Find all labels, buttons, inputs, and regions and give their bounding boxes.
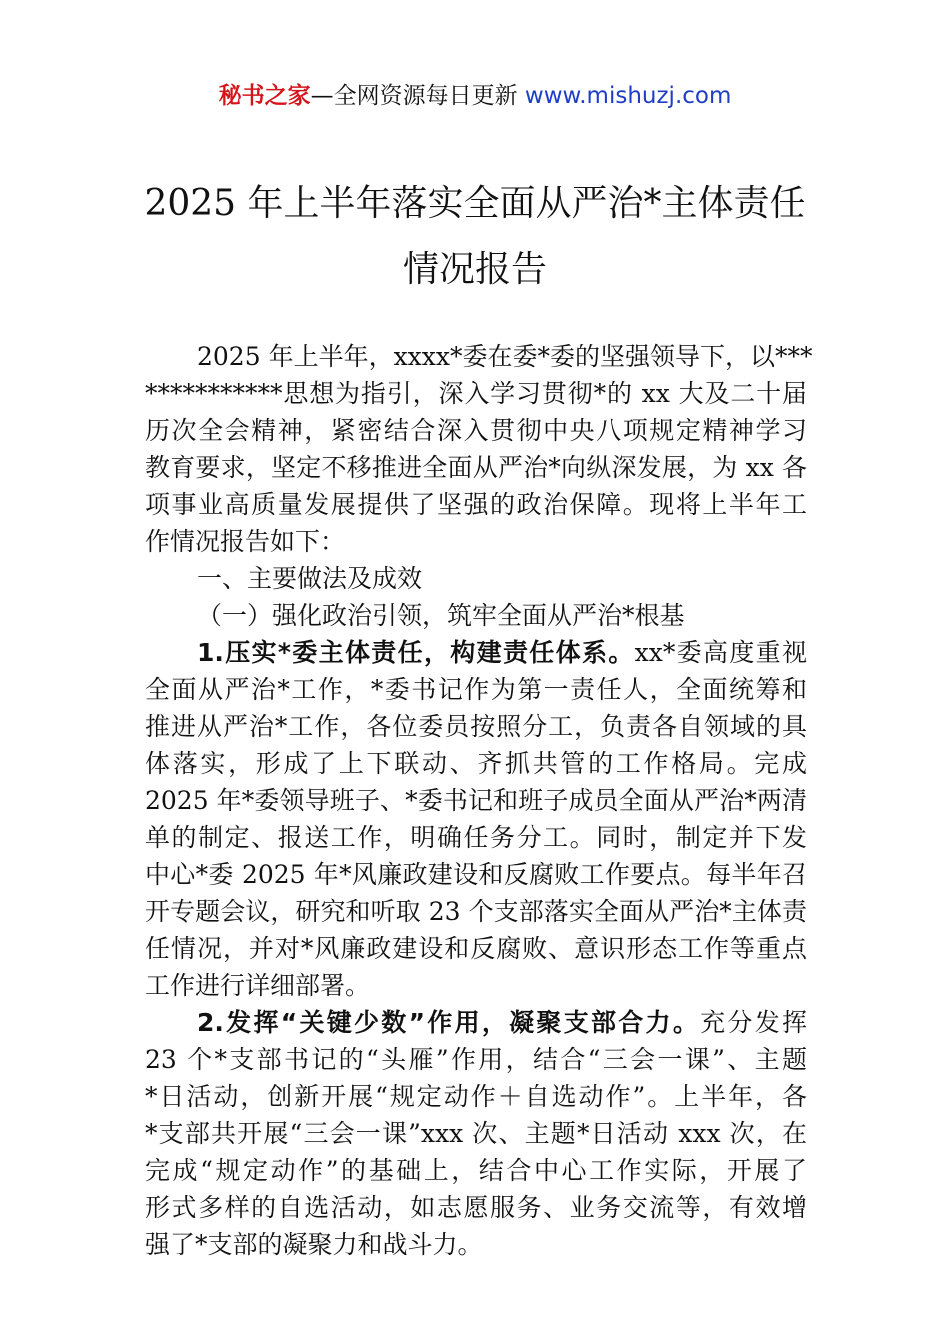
site-header <box>0 80 950 112</box>
item-1-lead: 1.压实*委主体责任，构建责任体系。 <box>197 638 635 667</box>
body-line: *日活动，创新开展“规定动作＋自选动作”。上半年，各 <box>145 1082 807 1111</box>
body-line: 项事业高质量发展提供了坚强的政治保障。现将上半年工 <box>145 490 807 519</box>
section-heading: 一、主要做法及成效 <box>197 564 423 593</box>
body-line: 强了*支部的凝聚力和战斗力。 <box>145 1230 483 1259</box>
body-line: 体落实，形成了上下联动、齐抓共管的工作格局。完成 <box>145 749 807 778</box>
item-2-first-line <box>145 1004 807 1041</box>
header-slogan: —全网资源每日更新 <box>310 83 525 109</box>
document-title-line-1: 2025 年上半年落实全面从严治*主体责任 <box>144 183 806 224</box>
subsection-heading: （一）强化政治引领，筑牢全面从严治*根基 <box>197 601 685 630</box>
item-2-lead: 2.发挥“关键少数”作用，凝聚支部合力。 <box>197 1008 701 1037</box>
body-line: 教育要求，坚定不移推进全面从严治*向纵深发展，为 xx 各 <box>145 453 807 482</box>
body-line: 2025 年上半年，xxxx*委在委*委的坚强领导下，以*** <box>197 342 813 371</box>
body-line: 推进从严治*工作，各位委员按照分工，负责各自领域的具 <box>145 712 807 741</box>
body-line: ***********思想为指引，深入学习贯彻*的 xx 大及二十届 <box>145 379 807 408</box>
item-1-first-line <box>145 634 807 671</box>
body-line: 任情况，并对*风廉政建设和反腐败、意识形态工作等重点 <box>145 934 807 963</box>
document-title-line-2: 情况报告 <box>402 249 547 290</box>
item-2-first-rest: 充分发挥 <box>700 1008 807 1037</box>
body-line: *支部共开展“三会一课”xxx 次、主题*日活动 xxx 次，在 <box>145 1119 807 1148</box>
body-line: 历次全会精神，紧密结合深入贯彻中央八项规定精神学习 <box>145 416 807 445</box>
document-body <box>145 338 813 1263</box>
body-line: 2025 年*委领导班子、*委书记和班子成员全面从严治*两清 <box>145 786 807 815</box>
body-line: 单的制定、报送工作，明确任务分工。同时，制定并下发 <box>145 823 807 852</box>
body-line: 开专题会议，研究和听取 23 个支部落实全面从严治*主体责 <box>145 897 807 926</box>
body-line: 工作进行详细部署。 <box>145 971 371 1000</box>
body-line: 作情况报告如下： <box>145 527 346 556</box>
site-url-link[interactable]: www.mishuzj.com <box>524 83 732 109</box>
body-line: 完成“规定动作”的基础上，结合中心工作实际，开展了 <box>145 1156 807 1185</box>
body-line: 23 个*支部书记的“头雁”作用，结合“三会一课”、主题 <box>145 1045 807 1074</box>
body-line: 全面从严治*工作，*委书记作为第一责任人，全面统筹和 <box>145 675 807 704</box>
body-line: 形式多样的自选活动，如志愿服务、业务交流等，有效增 <box>145 1193 807 1222</box>
brand-name[interactable]: 秘书之家 <box>218 83 311 109</box>
body-line: 中心*委 2025 年*风廉政建设和反腐败工作要点。每半年召 <box>145 860 807 889</box>
item-1-first-rest: xx*委高度重视 <box>634 638 808 667</box>
